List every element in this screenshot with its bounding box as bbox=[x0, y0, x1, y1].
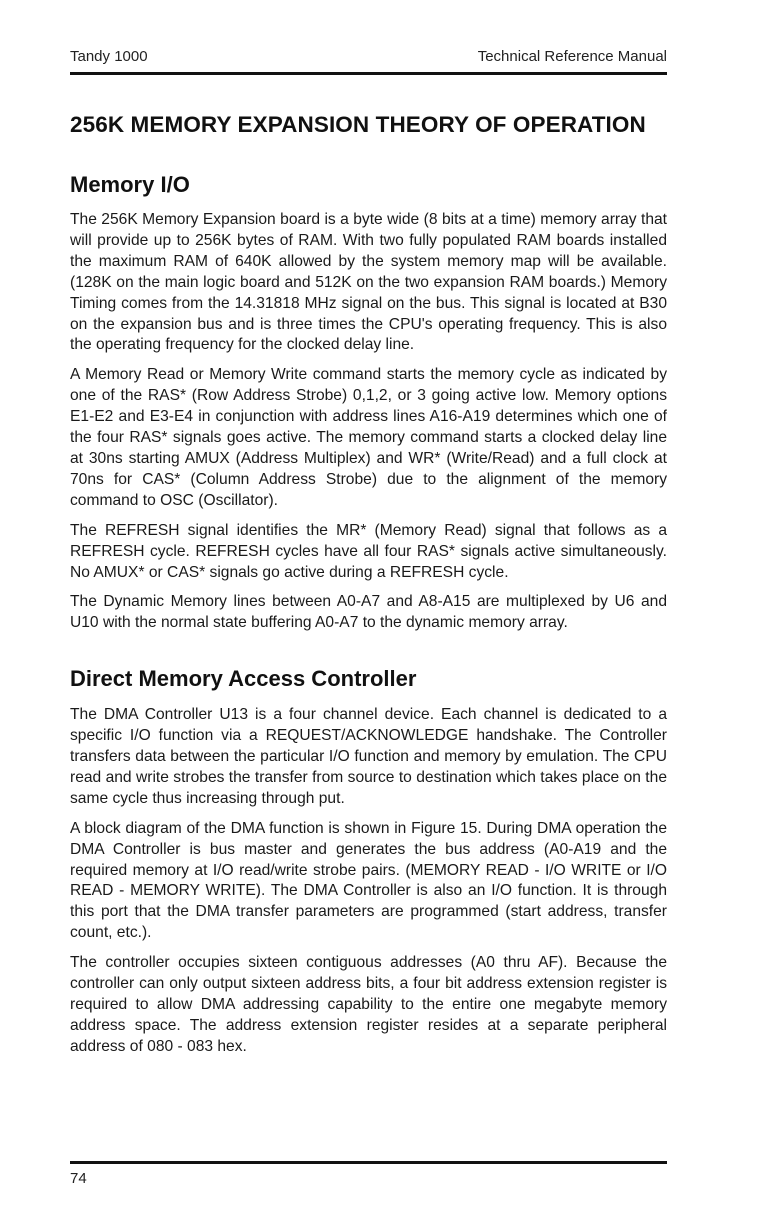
paragraph: The 256K Memory Expansion board is a byte wide (8 bits at a time) memory array that will provide up to 256K bytes of RAM. With two fully populated RAM boards installed the maximum RAM of 640K allowed by the system memory map will be available. (128K on the main logic board and 512K on the two expansion RAM boards.) Memory Timing comes from the 14.31818 MHz signal on the bus. This signal is located at B30 on the expansion bus and is three times the CPU's operating frequency. This is also the operating frequency for the clocked delay line. bbox=[70, 211, 667, 354]
header-rule bbox=[70, 72, 667, 75]
paragraph: The DMA Controller U13 is a four channel device. Each channel is dedicated to a specific I/O function via a REQUEST/ACKNOWLEDGE handshake. The Controller transfers data between the particular I/O function and memory by emulation. The CPU read and write strobes the transfer from source to destination which takes place on the same cycle thus increasing through put. bbox=[70, 706, 667, 807]
page-title: 256K MEMORY EXPANSION THEORY OF OPERATION bbox=[70, 112, 646, 137]
footer-rule bbox=[70, 1161, 667, 1164]
paragraph: The controller occupies sixteen contiguous addresses (A0 thru AF). Because the controller can only output sixteen address bits, a four bit address extension register is required to allow DMA addressing capability to the entire one megabyte memory address space. The address extension register resides at a separate peripheral address of 080 - 083 hex. bbox=[70, 954, 667, 1055]
page-body bbox=[70, 108, 667, 1067]
paragraph: The REFRESH signal identifies the MR* (Memory Read) signal that follows as a REFRESH cycle. REFRESH cycles have all four RAS* signals active simultaneously. No AMUX* or CAS* signals go active during a REFRESH cycle. bbox=[70, 521, 667, 581]
paragraph: The Dynamic Memory lines between A0-A7 and A8-A15 are multiplexed by U6 and U10 with the normal state buffering A0-A7 to the dynamic memory array. bbox=[70, 593, 667, 632]
paragraph: A block diagram of the DMA function is shown in Figure 15. During DMA operation the DMA Controller is bus master and generates the bus address (A0-A19 and the required memory at I/O read/write strobe pairs. (MEMORY READ - I/O WRITE or I/O READ - MEMORY WRITE). The DMA Controller is also an I/O function. It is through this port that the DMA transfer parameters are programmed (start address, transfer count, etc.). bbox=[70, 819, 667, 942]
paragraph: A Memory Read or Memory Write command starts the memory cycle as indicated by one of the RAS* (Row Address Strobe) 0,1,2, or 3 going active low. Memory options E1-E2 and E3-E4 in conjunction with address lines A16-A19 determines which one of the four RAS* signals goes active. The memory command starts a clocked delay line at 30ns starting AMUX (Address Multiplex) and WR* (Write/Read) and a full clock at 70ns for CAS* (Column Address Strobe) due to the alignment of the memory command to OSC (Oscillator). bbox=[70, 366, 667, 509]
section-heading-memory-io: Memory I/O bbox=[70, 172, 190, 197]
page-number: 74 bbox=[70, 1170, 87, 1187]
header-manual-title: Technical Reference Manual bbox=[477, 48, 667, 65]
header-product: Tandy 1000 bbox=[70, 48, 148, 65]
section-heading-dma-controller: Direct Memory Access Controller bbox=[70, 666, 417, 692]
running-header bbox=[70, 48, 667, 65]
